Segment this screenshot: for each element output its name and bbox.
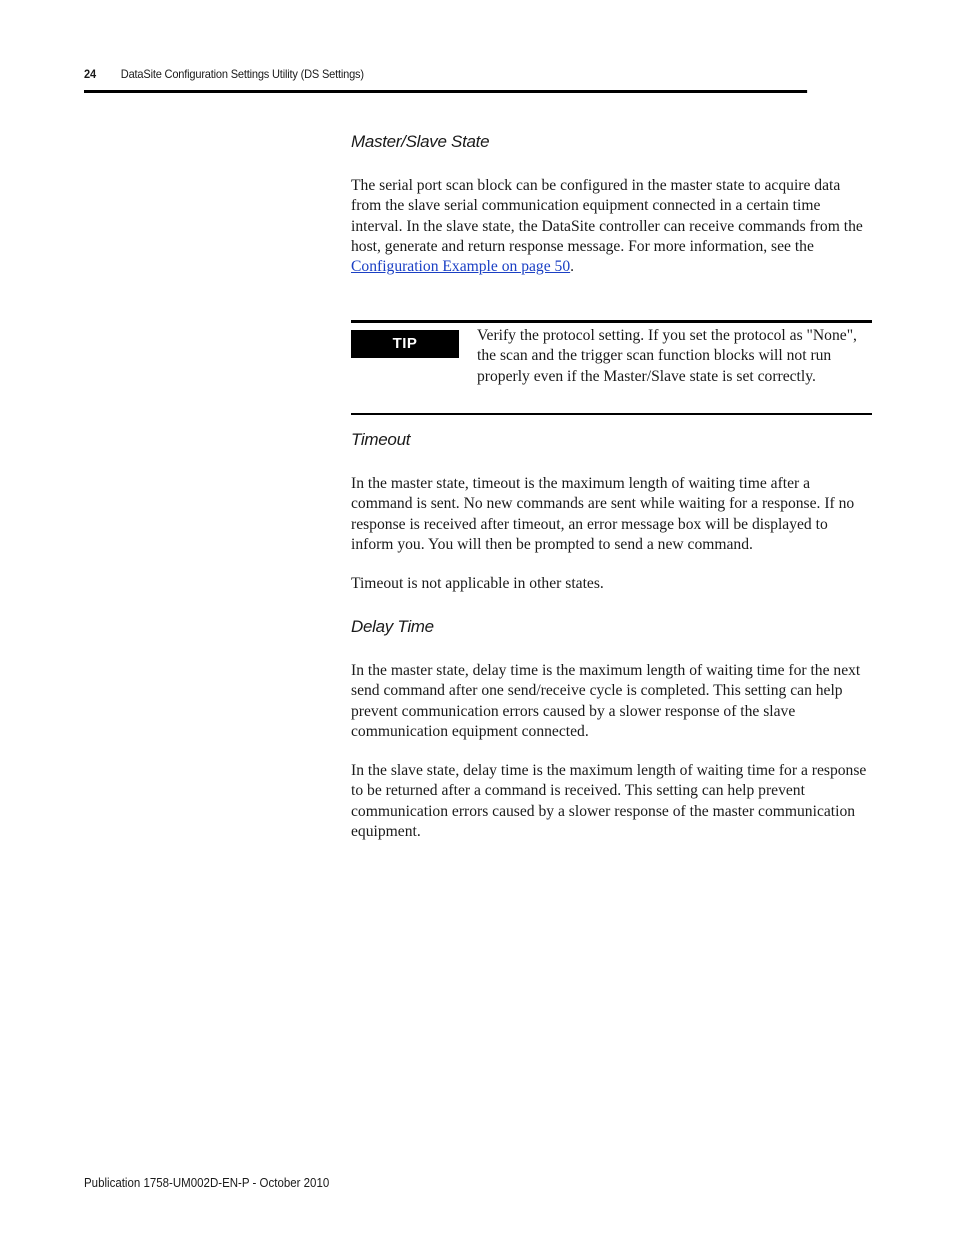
paragraph-master-slave-end: . — [570, 258, 575, 276]
paragraph-master-slave — [351, 176, 873, 277]
heading-delay-time: Delay Time — [351, 617, 434, 636]
section-delay-time — [351, 617, 873, 842]
tip-box — [351, 320, 872, 415]
heading-master-slave-state: Master/Slave State — [351, 132, 490, 151]
running-title: DataSite Configuration Settings Utility (DS Settings) — [120, 67, 364, 81]
heading-timeout: Timeout — [351, 430, 411, 449]
page-header — [84, 66, 807, 93]
tip-label: TIP — [351, 330, 459, 358]
configuration-example-link[interactable]: Configuration Example on page 50 — [351, 258, 571, 276]
section-master-slave — [351, 132, 873, 277]
tip-text: Verify the protocol setting. If you set the protocol as "None", the scan and the trigger scan function blocks will not run properly even if the Master/Slave state is set correctly. — [477, 327, 857, 385]
page-footer: Publication 1758-UM002D-EN-P - October 2010 — [84, 1176, 330, 1190]
paragraph-timeout-2: Timeout is not applicable in other states. — [351, 575, 604, 593]
page-number: 24 — [84, 67, 96, 81]
paragraph-timeout-1: In the master state, timeout is the maximum length of waiting time after a command is sent. No new commands are sent while waiting for a response. If no response is received after timeout, an error message box will be displayed to inform you. You will then be prompted to send a new command. — [351, 475, 855, 553]
paragraph-delay-time-1: In the master state, delay time is the maximum length of waiting time for the next send command after one send/receive cycle is completed. This setting can help prevent communication errors caused by a slower response of the slave communication equipment connected. — [351, 662, 861, 740]
paragraph-master-slave-text: The serial port scan block can be configured in the master state to acquire data from the slave serial communication equipment connected in a certain time interval. In the slave state, the DataSite controller can receive commands from the host, generate and return response message. For more information, see the — [351, 177, 863, 255]
section-timeout — [351, 430, 873, 594]
paragraph-delay-time-2: In the slave state, delay time is the maximum length of waiting time for a response to be returned after a command is received. This setting can help prevent communication errors caused by a slower response of the master communication equipment. — [351, 762, 867, 841]
